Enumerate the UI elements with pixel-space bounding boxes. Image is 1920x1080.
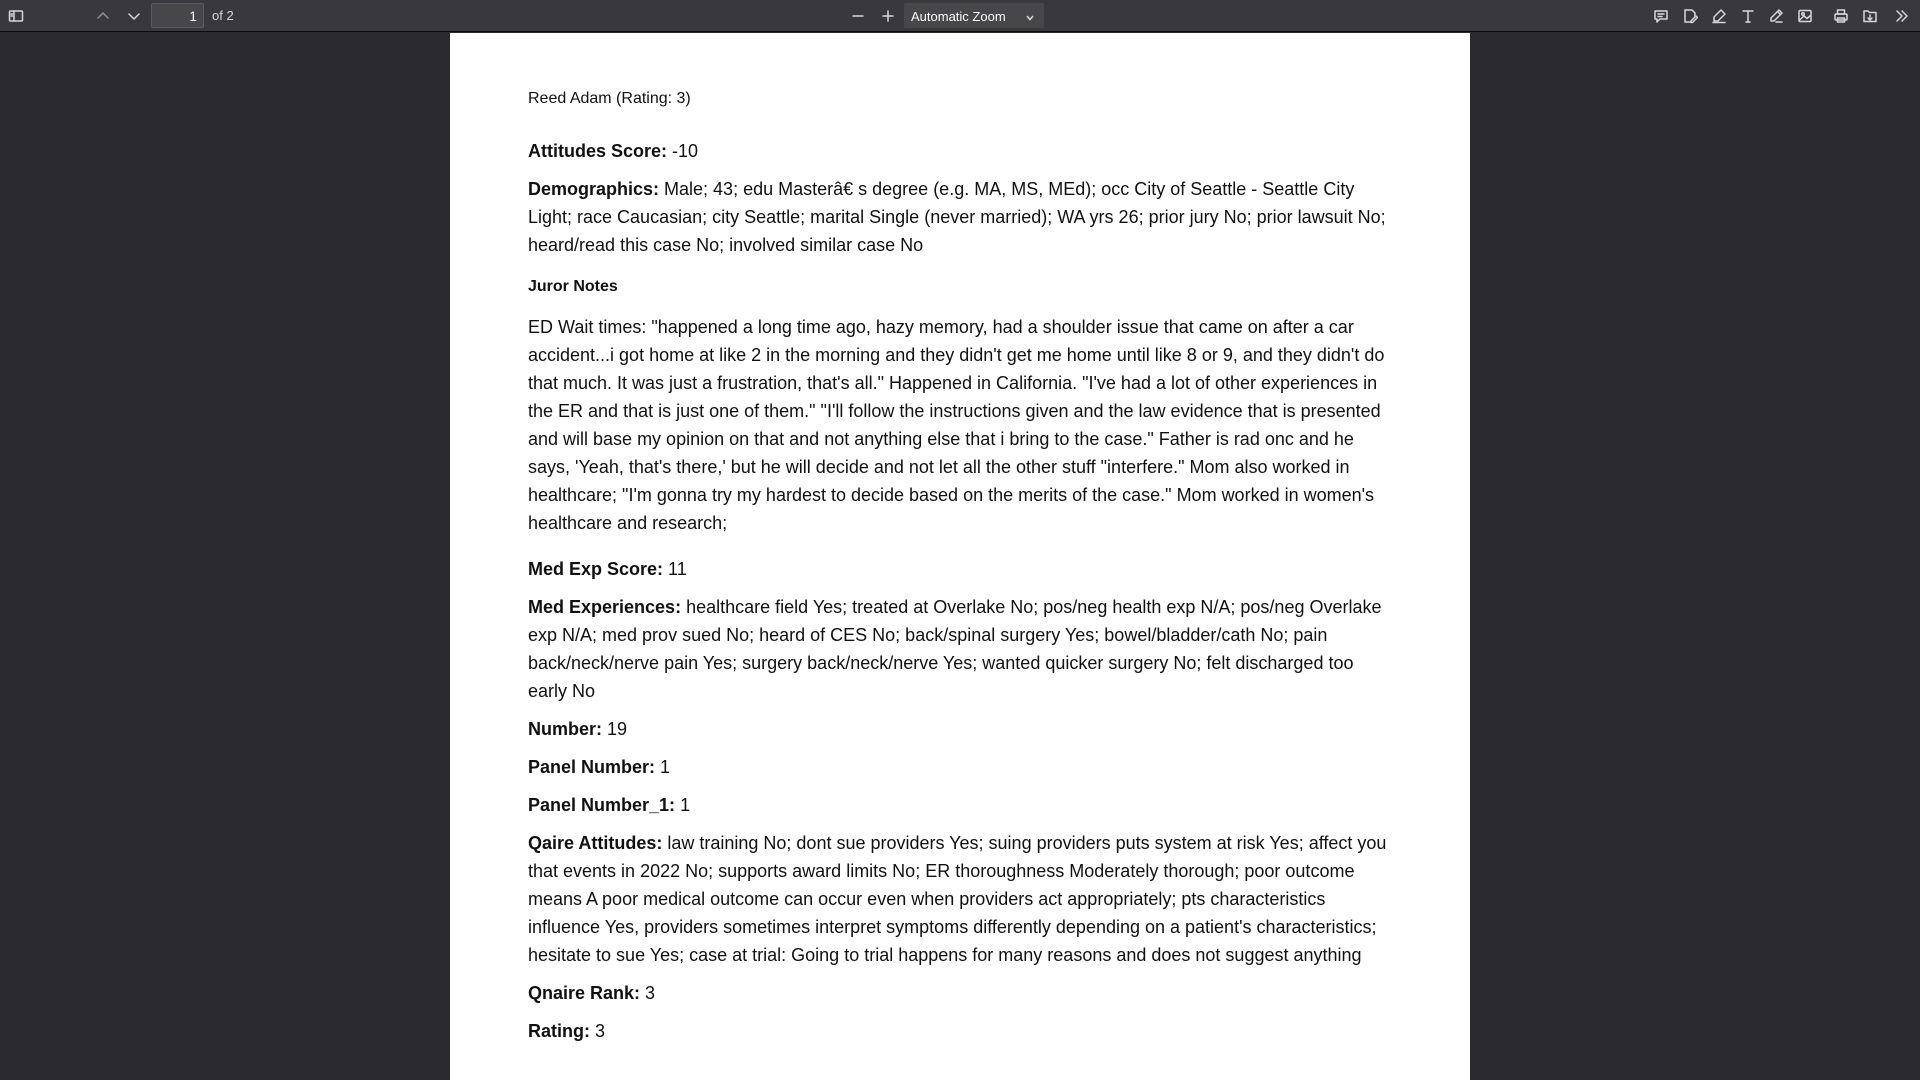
panel-number-field <box>528 753 1392 781</box>
field-value: 1 <box>655 757 671 777</box>
field-value: 1 <box>675 795 691 815</box>
download-icon[interactable] <box>1858 4 1882 28</box>
field-value: law training No; dont sue providers Yes; suing providers puts system at risk Yes; affect you that events in 2022 No; supports award limits No; ER thoroughness Moderately thorough; poor outcome means A poor medical outcome can occur even when providers act appropriately; pts characteristics influence Yes, providers sometimes interpret symptoms differently depending on a patient's characteristics; hesitate to sue Yes; case at trial: Going to trial happens for many reasons and does not suggest anything <box>528 833 1387 965</box>
document-viewer[interactable] <box>0 33 1920 1080</box>
number-field <box>528 715 1392 743</box>
med-experiences-field <box>528 593 1392 705</box>
page-number-input[interactable] <box>151 3 204 28</box>
field-label: Panel Number_1: <box>528 795 676 815</box>
field-label: Med Experiences: <box>528 597 682 617</box>
attitudes-score-field <box>528 137 1392 165</box>
juror-name-heading: Reed Adam (Rating: 3) <box>528 90 691 107</box>
field-label: Qaire Attitudes: <box>528 833 663 853</box>
chevron-down-icon <box>1025 11 1035 21</box>
pen-icon[interactable] <box>1764 4 1788 28</box>
field-label: Qnaire Rank: <box>528 983 641 1003</box>
field-value: 11 <box>663 559 687 579</box>
juror-notes-text: ED Wait times: "happened a long time ago, hazy memory, had a shoulder issue that came on after a car accident...i got home at like 2 in the morning and they didn't get me home until like 8 or 9, and they didn't do that much. It was just a frustration, that's all." Happened in California. "I've had a lot of other experiences in the ER and that is just one of them." "I'll follow the instructions given and the law evidence that is presented and will base my opinion on that and not anything else that i bring to the case." Father is rad onc and he says, 'Yeah, that's there,' but he will decide and not let all the other stuff "interfere." Mom also worked in healthcare; "I'm gonna try my hardest to decide based on the merits of the case." Mom worked in women's healthcare and research; <box>528 317 1385 533</box>
field-label: Number: <box>528 719 603 739</box>
demographics-field <box>528 175 1392 259</box>
chevron-down-icon[interactable] <box>122 4 146 28</box>
juror-notes-title: Juror Notes <box>528 278 618 295</box>
field-label: Demographics: <box>528 179 660 199</box>
qnaire-rank-field <box>528 979 1392 1007</box>
field-value: -10 <box>667 141 699 161</box>
text-icon[interactable] <box>1736 4 1760 28</box>
comment-icon[interactable] <box>1649 4 1673 28</box>
field-label: Med Exp Score: <box>528 559 664 579</box>
page-count-label: of 2 <box>212 8 234 23</box>
panel-number-1-field <box>528 791 1392 819</box>
pdf-toolbar <box>0 0 1920 32</box>
double-chevron-right-icon[interactable] <box>1890 4 1914 28</box>
zoom-select[interactable] <box>904 3 1044 28</box>
plus-icon[interactable] <box>876 4 900 28</box>
minus-icon[interactable] <box>846 4 870 28</box>
field-label: Panel Number: <box>528 757 656 777</box>
field-label: Attitudes Score: <box>528 141 668 161</box>
sidebar-toggle-icon[interactable] <box>4 4 28 28</box>
image-icon[interactable] <box>1793 4 1817 28</box>
rating-field <box>528 1017 1392 1045</box>
pdf-page <box>450 33 1470 1080</box>
field-label: Rating: <box>528 1021 590 1041</box>
field-value: Male; 43; edu Masterâ€ s degree (e.g. MA, MS, MEd); occ City of Seattle - Seattle City Light; race Caucasian; city Seattle; marital Single (never married); WA yrs 26; prior jury No; prior lawsuit No; heard/read this case No; involved similar case No <box>528 179 1386 255</box>
med-exp-score-field <box>528 555 1392 583</box>
field-value: 19 <box>602 719 628 739</box>
chevron-up-icon[interactable] <box>91 4 115 28</box>
qaire-attitudes-field <box>528 829 1392 969</box>
print-icon[interactable] <box>1829 4 1853 28</box>
field-value: healthcare field Yes; treated at Overlake No; pos/neg health exp N/A; pos/neg Overlake exp N/A; med prov sued No; heard of CES No; back/spinal surgery Yes; bowel/bladder/cath No; pain back/neck/nerve pain Yes; surgery back/neck/nerve Yes; wanted quicker surgery No; felt discharged too early No <box>528 597 1382 701</box>
highlighter-icon[interactable] <box>1707 4 1731 28</box>
field-value: 3 <box>640 983 656 1003</box>
zoom-select-value: Automatic Zoom <box>911 9 1006 24</box>
field-value: 3 <box>590 1021 606 1041</box>
signature-icon[interactable] <box>1678 4 1702 28</box>
